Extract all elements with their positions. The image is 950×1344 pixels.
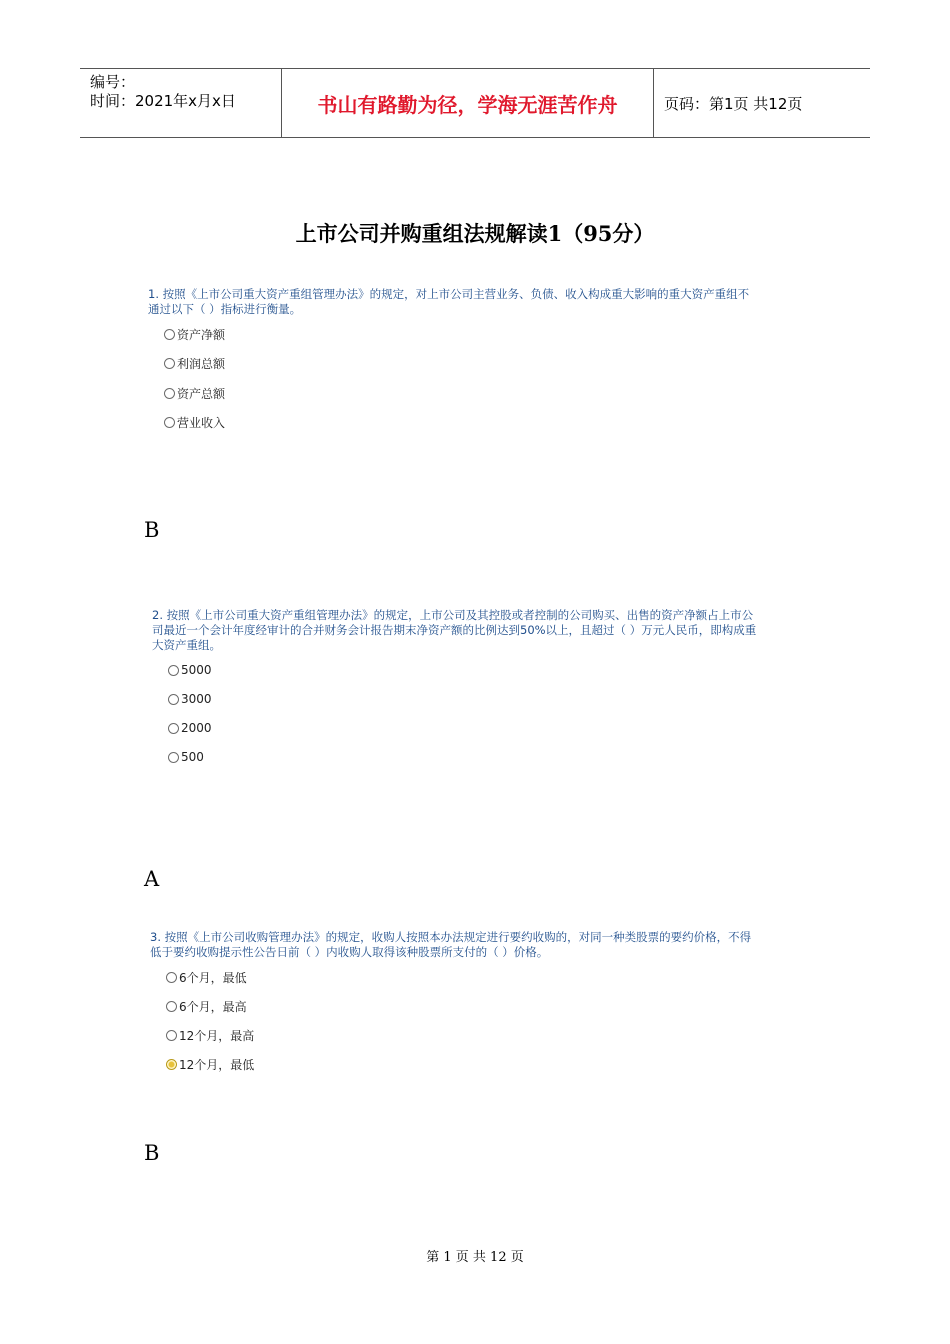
document-title: 上市公司并购重组法规解读1（95分） bbox=[295, 221, 655, 246]
option-label: 500 bbox=[181, 750, 204, 764]
question-2-line-2: 司最近一个会计年度经审计的合并财务会计报告期末净资产额的比例达到50%以上，且超过（ ）万元人民币，即构成重 bbox=[152, 623, 757, 637]
option-label: 2000 bbox=[181, 721, 212, 735]
question-1-option-4[interactable] bbox=[164, 414, 225, 430]
radio-button[interactable] bbox=[164, 358, 175, 369]
question-2-text bbox=[152, 608, 756, 653]
question-2-option-3[interactable] bbox=[168, 720, 212, 736]
time-label: 时间：2021年x月x日 bbox=[90, 92, 236, 110]
question-3-line-1: 3. 按照《上市公司收购管理办法》的规定，收购人按照本办法规定进行要约收购的，对同一种类股票的要约价格，不得 bbox=[150, 930, 752, 944]
option-label: 营业收入 bbox=[177, 415, 226, 430]
number-label: 编号： bbox=[90, 73, 136, 91]
radio-button[interactable] bbox=[166, 1030, 177, 1041]
option-label: 利润总额 bbox=[177, 356, 226, 371]
option-label: 12个月，最低 bbox=[179, 1057, 255, 1072]
question-2-option-1[interactable] bbox=[168, 662, 212, 678]
radio-button[interactable] bbox=[168, 694, 179, 705]
option-label: 3000 bbox=[181, 692, 212, 706]
option-label: 资产净额 bbox=[177, 327, 226, 342]
radio-button[interactable] bbox=[168, 723, 179, 734]
radio-button[interactable] bbox=[166, 1001, 177, 1012]
question-1-option-3[interactable] bbox=[164, 385, 225, 401]
option-label: 6个月，最高 bbox=[179, 999, 247, 1014]
header-page-info: 页码：第1页 共12页 bbox=[664, 94, 803, 113]
question-2-option-4[interactable] bbox=[168, 749, 204, 765]
header-motto: 书山有路勤为径，学海无涯苦作舟 bbox=[281, 69, 654, 137]
page-footer: 第 1 页 共 12 页 bbox=[426, 1250, 524, 1265]
radio-button[interactable] bbox=[168, 752, 179, 763]
radio-button[interactable] bbox=[164, 388, 175, 399]
question-1-line-1: 1. 按照《上市公司重大资产重组管理办法》的规定，对上市公司主营业务、负债、收入构成重大影响的重大资产重组不 bbox=[148, 287, 750, 301]
question-3-text bbox=[150, 930, 751, 960]
question-3-option-3[interactable] bbox=[166, 1027, 254, 1043]
option-label: 5000 bbox=[181, 663, 212, 677]
radio-button[interactable] bbox=[166, 972, 177, 983]
question-3-answer: B bbox=[144, 1141, 160, 1165]
header-meta bbox=[80, 69, 281, 137]
question-3-option-2[interactable] bbox=[166, 998, 247, 1014]
question-1-text bbox=[148, 287, 749, 317]
page-header bbox=[80, 68, 870, 138]
question-1-line-2: 通过以下（ ）指标进行衡量。 bbox=[148, 302, 302, 316]
question-3-option-1[interactable] bbox=[166, 969, 247, 985]
question-3-option-4[interactable] bbox=[166, 1056, 254, 1072]
question-2-option-2[interactable] bbox=[168, 691, 212, 707]
question-2-line-1: 2. 按照《上市公司重大资产重组管理办法》的规定，上市公司及其控股或者控制的公司购买、出售的资产净额占上市公 bbox=[152, 608, 754, 622]
option-label: 6个月，最低 bbox=[179, 970, 247, 985]
option-label: 12个月，最高 bbox=[179, 1028, 255, 1043]
question-2-line-3: 大资产重组。 bbox=[152, 638, 221, 652]
radio-button-selected[interactable] bbox=[166, 1059, 177, 1070]
question-2-answer: A bbox=[144, 867, 160, 891]
option-label: 资产总额 bbox=[177, 386, 226, 401]
radio-button[interactable] bbox=[164, 417, 175, 428]
question-1-answer: B bbox=[144, 518, 160, 542]
radio-button[interactable] bbox=[168, 665, 179, 676]
question-1-option-1[interactable] bbox=[164, 326, 225, 342]
radio-button[interactable] bbox=[164, 329, 175, 340]
question-1-option-2[interactable] bbox=[164, 355, 225, 371]
question-3-line-2: 低于要约收购提示性公告日前（ ）内收购人取得该种股票所支付的（ ）价格。 bbox=[150, 945, 549, 959]
